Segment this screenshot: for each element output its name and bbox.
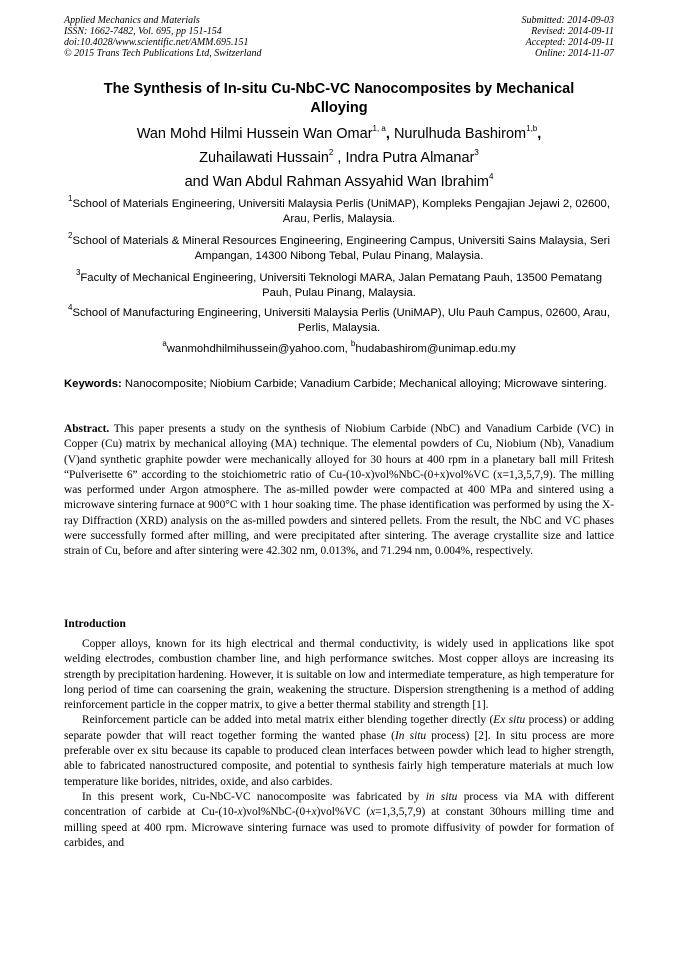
email-link[interactable]: wanmohdhilmihussein@yahoo.com, [166,343,351,355]
author-line-1 [64,122,614,146]
author-name: Wan Mohd Hilmi Hussein Wan Omar [136,126,373,142]
author-name: Indra Putra Almanar [345,150,475,166]
italic-term: Ex situ [493,714,526,727]
affiliation-mark: 1 [68,194,73,204]
abstract-text: This paper presents a study on the synthesis of Niobium Carbide (NbC) and Vanadium Carbide (VC) in Copper (Cu) matrix by mechanical alloying (MA) technique. The elemental powders of Cu, Niobium (Nb), Vanadium (V)and synthetic graphite powder were mechanically alloyed for 30 hours at 400 rpm in a planetary ball mill Fritesh “Pulverisette 6” according to the stoichiometric ratio of Cu-(10-x)vol%NbC-(0+x)vol%VC (x=1,3,5,7,9). The milling was performed under Argon atmosphere. The as-milled powder were compacted at 400 MPa and sintered using a microwave sintering furnace at 900°C with 1 hour soaking time. The phase identification was performed by using the X-ray Diffraction (XRD) analysis on the as-milled powders and sintered pellets. From the result, the NbC and VC phases were successfully formed after milling, and were precipitated after sintering. The average crystallite size and lattice strain of Cu, before and after sintering were 42.302 nm, 0.013%, and 71.294 nm, 0.004%, respectively. [64,423,615,558]
author-emails [64,339,614,357]
paper-title [64,80,614,118]
author-affil-mark: 3 [474,148,479,158]
journal-info [64,15,262,59]
author-affil-mark: 4 [488,172,494,182]
italic-var: x [370,806,376,819]
affiliation-text: Faculty of Mechanical Engineering, Universiti Teknologi MARA, Jalan Pematang Pauh, 13500 Pematang Pauh, Pulau Pinang, Malaysia. [80,272,603,299]
paragraph [64,713,614,789]
keywords-label: Keywords: [64,378,122,390]
email-link[interactable]: hudabashirom@unimap.edu.my [355,343,516,355]
author-affil-mark: 1,b [526,124,538,134]
abstract-section [64,422,614,560]
date-online: Online: 2014-11-07 [535,48,614,59]
author-affil-mark: 2 [328,148,334,158]
affiliation-3 [64,268,614,301]
affiliation-text: School of Materials & Mineral Resources Engineering, Engineering Campus, Universiti Sains Malaysia, Seri Ampangan, 14300 Nibong Tebal, Pulau Pinang, Malaysia. [72,235,610,262]
author-separator: , [537,126,542,142]
section-heading: Introduction [64,618,126,630]
text-run: )vol%NbC-(0+ [242,806,312,819]
affiliation-text: School of Materials Engineering, Universiti Malaysia Perlis (UniMAP), Kompleks Pengajian Jejawi 2, 02600, Arau, Perlis, Malaysia. [72,198,610,225]
email-mark: a [162,339,167,349]
introduction-body [64,637,614,851]
paragraph [64,790,614,851]
text-run: process via MA with different concentration of carbide at Cu-(10- [64,790,614,819]
keywords-text: Nanocomposite; Niobium Carbide; Vanadium Carbide; Mechanical alloying; Microwave sintering. [121,378,607,390]
author-separator: , [385,126,394,142]
text-run: In this present work, Cu-NbC-VC nanocomposite was fabricated by [82,790,426,803]
date-accepted: Accepted: 2014-09-11 [525,37,614,48]
italic-term: In situ [394,729,427,742]
keywords-section [64,377,614,392]
affiliation-4 [64,303,614,336]
affiliation-2 [64,231,614,264]
abstract-label: Abstract. [64,423,110,435]
author-name: Wan Abdul Rahman Assyahid Wan Ibrahim [212,174,489,190]
author-name: Nurulhuda Bashirom [393,126,527,142]
author-conjunction: and [184,174,213,190]
journal-doi[interactable]: doi:10.4028/www.scientific.net/AMM.695.151 [64,37,249,48]
title-line-1: The Synthesis of In-situ Cu-NbC-VC Nanocomposites by Mechanical [103,81,575,97]
affiliation-mark: 3 [75,268,81,278]
author-list [64,122,614,194]
journal-issn: ISSN: 1662-7482, Vol. 695, pp 151-154 [64,26,222,37]
italic-var: x [237,806,243,819]
text-run: )vol%VC ( [316,806,371,819]
author-separator: , [333,150,346,166]
text-run: process) [2]. In situ process are more preferable over ex situ because its capable to produced clean interfaces between powder which lead to higher strength, able to fabricated nanostructured composite, and potential to synthesis fairly high temperature materials at much low temperature like borides, nitrides, oxide, and also carbides. [64,729,615,788]
date-submitted: Submitted: 2014-09-03 [521,15,614,26]
submission-dates [522,15,615,59]
italic-term: in situ [425,790,458,803]
text-run: process) or adding separate powder that will react together forming the wanted phase ( [64,714,614,742]
italic-var: x [311,806,317,819]
journal-name: Applied Mechanics and Materials [64,15,200,26]
author-affil-mark: 1, a [372,124,386,134]
affiliation-mark: 2 [68,231,73,241]
author-line-3 [64,170,614,194]
affiliation-1 [64,194,614,227]
affiliation-text: School of Manufacturing Engineering, Universiti Malaysia Perlis (UniMAP), Ulu Pauh Campus, 02600, Arau, Perlis, Malaysia. [72,307,610,334]
affiliation-mark: 4 [68,303,73,313]
author-line-2 [64,146,614,170]
paragraph: Copper alloys, known for its high electrical and thermal conductivity, is widely used in applications like spot welding electrodes, combustion chamber line, and high performance switches. Most copper alloys are increasing its strength by precipitation hardening. However, it is suitable on low and intermediate temperature, as high temperature for long period of time can coarsening the grain, weakening the structure. Dispersion strengthening is a method of adding reinforcement particle in the copper matrix, to give a better thermal stability and strength [1]. [64,638,614,712]
text-run: =1,3,5,7,9) at constant 30hours milling time and milling speed at 400 rpm. Microwave sintering furnace was used to promote diffusivity of powder for formation of carbides, and [64,806,614,849]
text-run: Reinforcement particle can be added into metal matrix either blending together directly ( [82,714,494,727]
author-name: Zuhailawati Hussain [199,150,329,166]
email-mark: b [350,339,356,349]
journal-copyright: © 2015 Trans Tech Publications Ltd, Switzerland [64,48,262,59]
title-line-2: Alloying [310,100,368,116]
date-revised: Revised: 2014-09-11 [531,26,614,37]
